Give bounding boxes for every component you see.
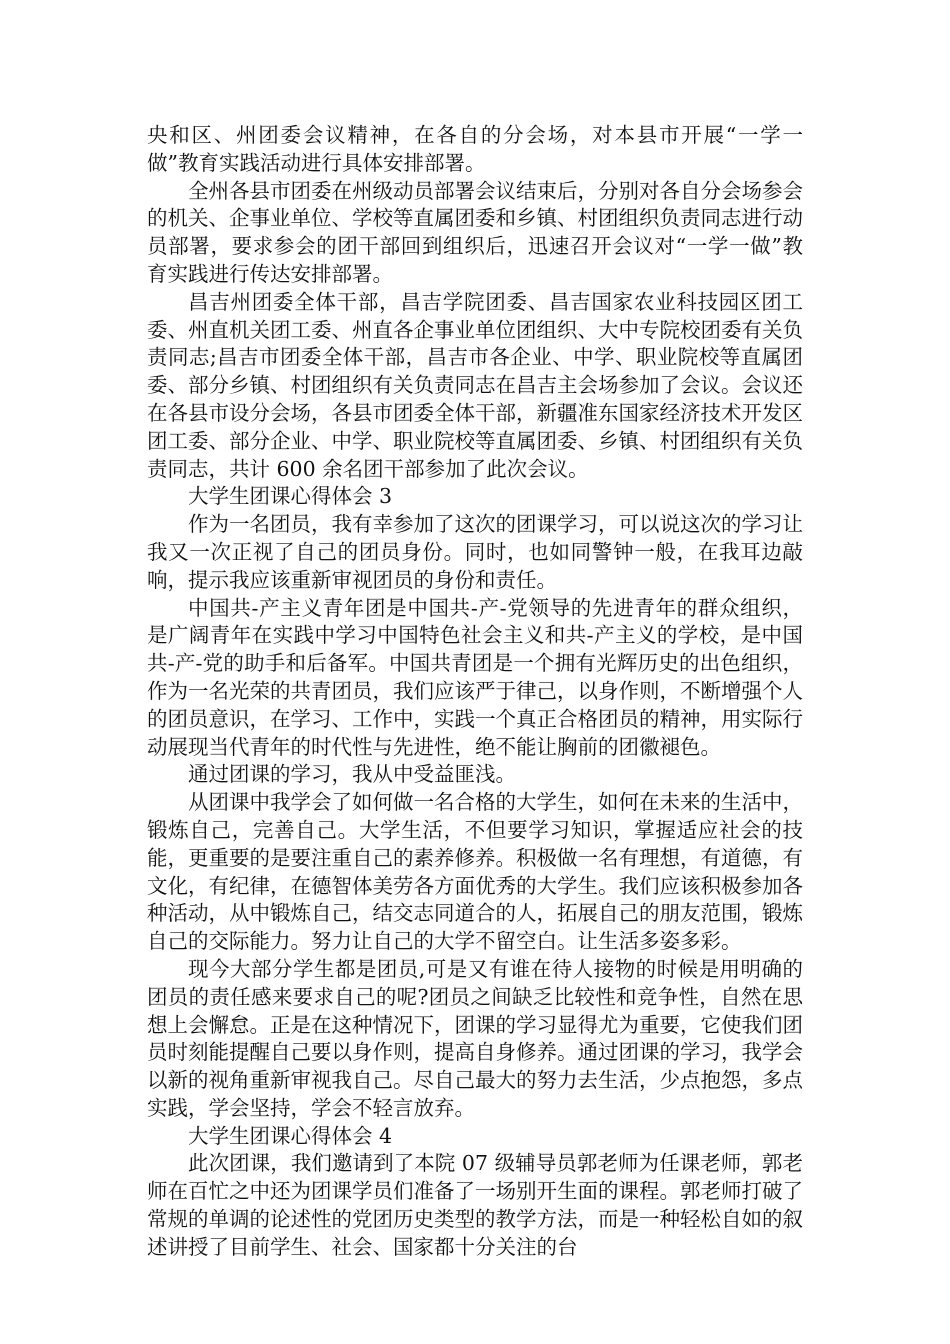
paragraph: 全州各县市团委在州级动员部署会议结束后，分别对各自分会场参会的机关、企事业单位、学校等直属团委和乡镇、村团组织负责同志进行动员部署，要求参会的团干部回到组织后，迅速召开会议对“一学一做”教育实践进行传达安排部署。	[147, 178, 803, 286]
section-heading: 大学生团课心得体会 4	[188, 1123, 393, 1148]
paragraph: 昌吉州团委全体干部，昌吉学院团委、昌吉国家农业科技园区团工委、州直机关团工委、州直各企事业单位团组织、大中专院校团委有关负责同志;昌吉市团委全体干部，昌吉市各企业、中学、职业院校等直属团委、部分乡镇、村团组织有关负责同志在昌吉主会场参加了会议。会议还在各县市设分会场，各县市团委全体干部，新疆准东国家经济技术开发区团工委、部分企业、中学、职业院校等直属团委、乡镇、村团组织有关负责同志，共计 600 余名团干部参加了此次会议。	[147, 289, 803, 481]
paragraph: 从团课中我学会了如何做一名合格的大学生，如何在未来的生活中，锻炼自己，完善自己。大学生活，不但要学习知识，掌握适应社会的技能，更重要的是要注重自己的素养修养。积极做一名有理想，有道德，有文化，有纪律，在德智体美劳各方面优秀的大学生。我们应该积极参加各种活动，从中锻炼自己，结交志同道合的人，拓展自己的朋友范围，锻炼自己的交际能力。努力让自己的大学不留空白。让生活多姿多彩。	[147, 790, 803, 954]
paragraph: 作为一名团员，我有幸参加了这次的团课学习，可以说这次的学习让我又一次正视了自己的团员身份。同时，也如同警钟一般，在我耳边敲响，提示我应该重新审视团员的身份和责任。	[147, 512, 803, 592]
section-heading: 大学生团课心得体会 3	[188, 484, 393, 509]
paragraph: 现今大部分学生都是团员,可是又有谁在待人接物的时候是用明确的团员的责任感来要求自己的呢?团员之间缺乏比较性和竞争性，自然在思想上会懈怠。正是在这种情况下，团课的学习显得尤为重要，它使我们团员时刻能提醒自己要以身作则，提高自身修养。通过团课的学习，我学会以新的视角重新审视我自己。尽自己最大的努力去生活，少点抱怨，多点实践，学会坚持，学会不轻言放弃。	[147, 956, 803, 1120]
paragraph: 此次团课，我们邀请到了本院 07 级辅导员郭老师为任课老师，郭老师在百忙之中还为团课学员们准备了一场别开生面的课程。郭老师打破了常规的单调的论述性的党团历史类型的教学方法，而是一种轻松自如的叙述讲授了目前学生、社会、国家都十分关注的台	[147, 1151, 803, 1259]
paragraph-continued: 央和区、州团委会议精神，在各自的分会场，对本县市开展“一学一做”教育实践活动进行具体安排部署。	[147, 123, 803, 175]
paragraph: 中国共-产主义青年团是中国共-产-党领导的先进青年的群众组织，是广阔青年在实践中学习中国特色社会主义和共-产主义的学校，是中国共-产-党的助手和后备军。中国共青团是一个拥有光辉历史的出色组织，作为一名光荣的共青团员，我们应该严于律己，以身作则，不断增强个人的团员意识，在学习、工作中，实践一个真正合格团员的精神，用实际行动展现当代青年的时代性与先进性，绝不能让胸前的团徽褪色。	[147, 595, 803, 759]
paragraph: 通过团课的学习，我从中受益匪浅。	[188, 762, 516, 787]
document-page	[147, 122, 803, 1262]
